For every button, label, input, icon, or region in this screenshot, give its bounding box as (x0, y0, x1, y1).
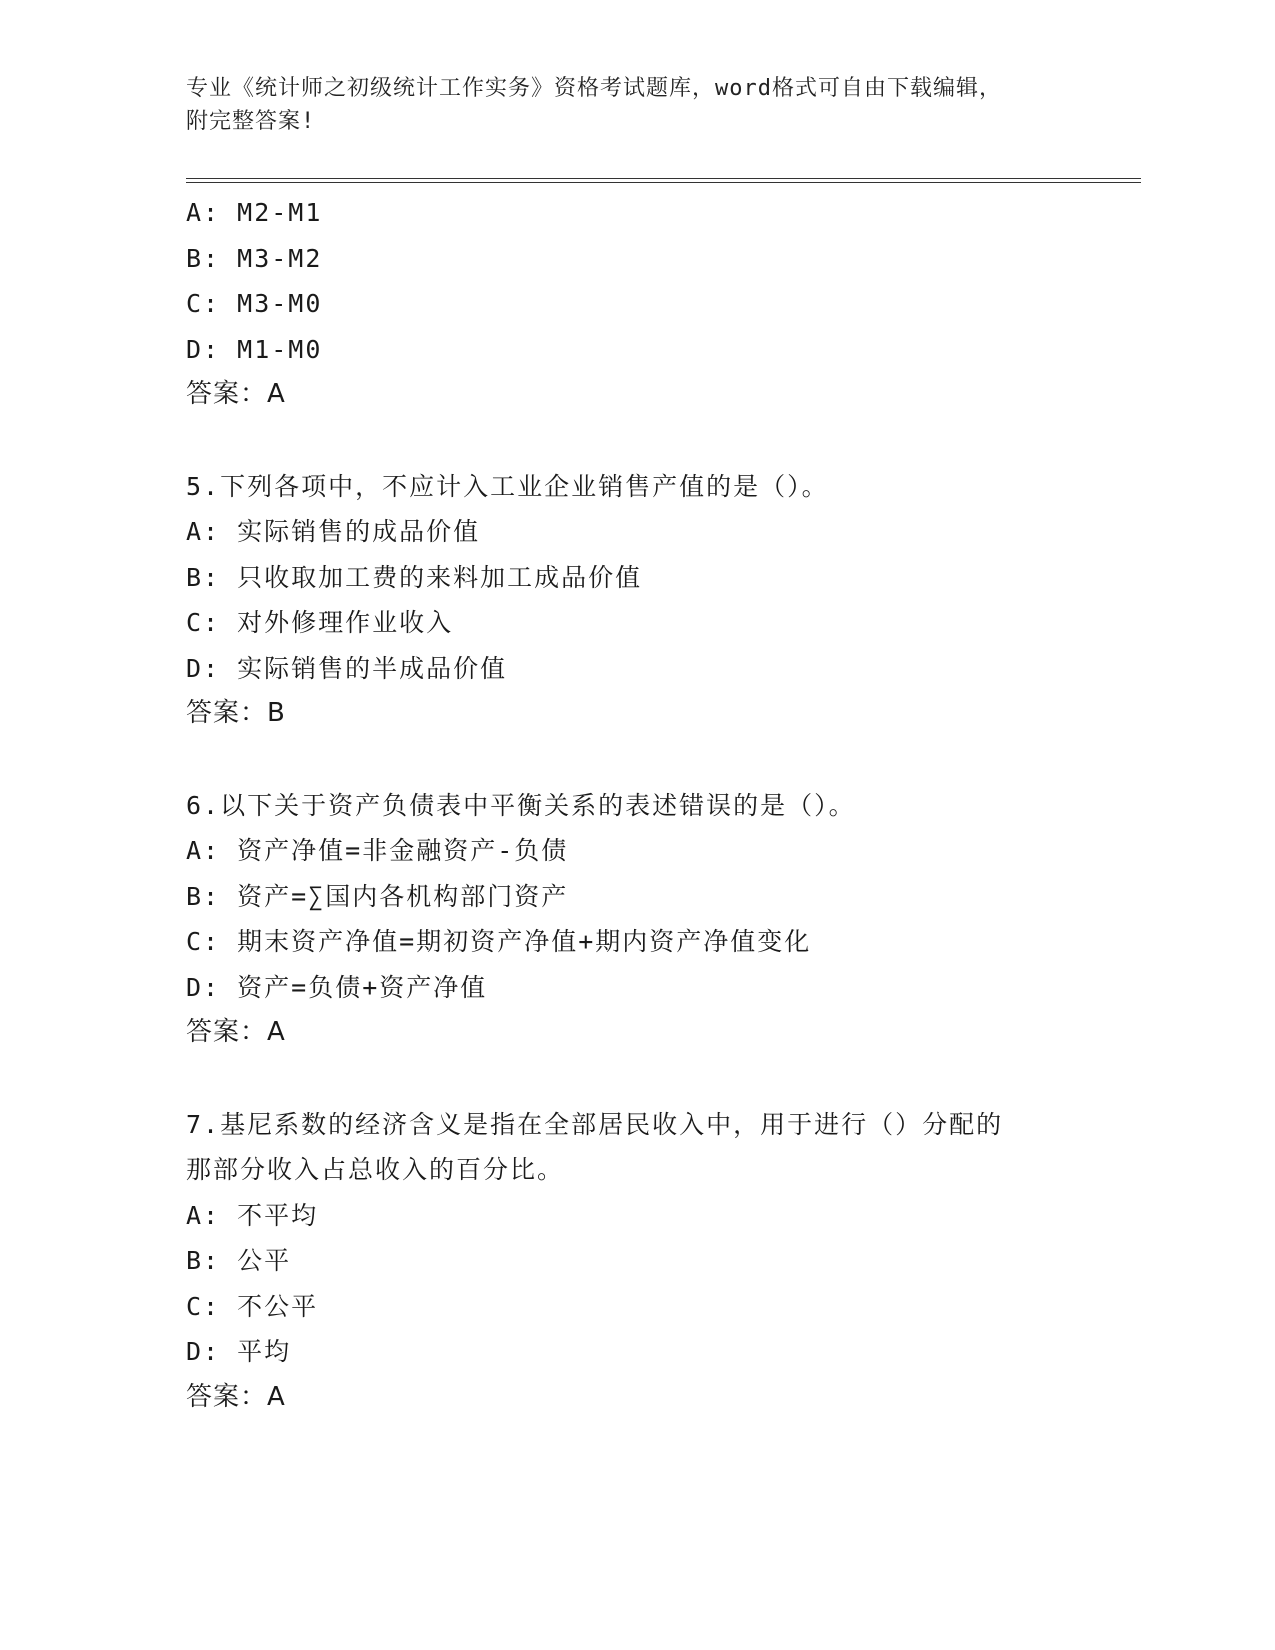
option-a: A: 不平均 (186, 1200, 319, 1230)
option-b: B: 资产=∑国内各机构部门资产 (186, 881, 569, 911)
option-a: A: 资产净值=非金融资产-负债 (186, 836, 569, 865)
option-d: D: M1-M0 (186, 334, 323, 364)
answer: 答案：A (186, 379, 286, 409)
header-divider-bottom (186, 182, 1141, 183)
question-stem: 5.下列各项中，不应计入工业企业销售产值的是（）。 (186, 471, 829, 501)
option-a: A: M2-M1 (186, 198, 323, 227)
option-b: B: 公平 (186, 1246, 292, 1275)
question-4 (186, 190, 1141, 418)
question-stem-line-2: 那部分收入占总收入的百分比。 (186, 1155, 565, 1184)
option-d: D: 实际销售的半成品价值 (186, 653, 508, 683)
option-b: B: M3-M2 (186, 243, 323, 273)
answer: 答案：B (186, 698, 286, 728)
option-d: D: 平均 (186, 1337, 292, 1366)
question-list (186, 190, 1141, 1420)
option-d: D: 资产=负债+资产净值 (186, 972, 488, 1002)
question-stem: 6.以下关于资产负债表中平衡关系的表述错误的是（）。 (186, 790, 856, 820)
header-line-1: 专业《统计师之初级统计工作实务》资格考试题库，word格式可自由下载编辑， (186, 76, 1002, 101)
question-stem-line-1: 7.基尼系数的经济含义是指在全部居民收入中，用于进行（）分配的 (186, 1109, 1004, 1139)
option-c: C: 对外修理作业收入 (186, 608, 454, 637)
option-c: C: M3-M0 (186, 289, 323, 318)
spacer (186, 737, 1141, 783)
header-divider-top (186, 178, 1141, 179)
spacer (186, 418, 1141, 464)
option-a: A: 实际销售的成品价值 (186, 517, 481, 546)
header-line-2: 附完整答案! (186, 109, 316, 134)
document-header (186, 72, 1066, 138)
question-5 (186, 464, 1141, 737)
option-b: B: 只收取加工费的来料加工成品价值 (186, 562, 643, 592)
option-c: C: 期末资产净值=期初资产净值+期内资产净值变化 (186, 927, 812, 956)
option-c: C: 不公平 (186, 1291, 319, 1321)
question-6 (186, 783, 1141, 1056)
answer: 答案：A (186, 1017, 286, 1047)
question-7 (186, 1102, 1141, 1421)
spacer (186, 1056, 1141, 1102)
answer: 答案：A (186, 1381, 286, 1412)
